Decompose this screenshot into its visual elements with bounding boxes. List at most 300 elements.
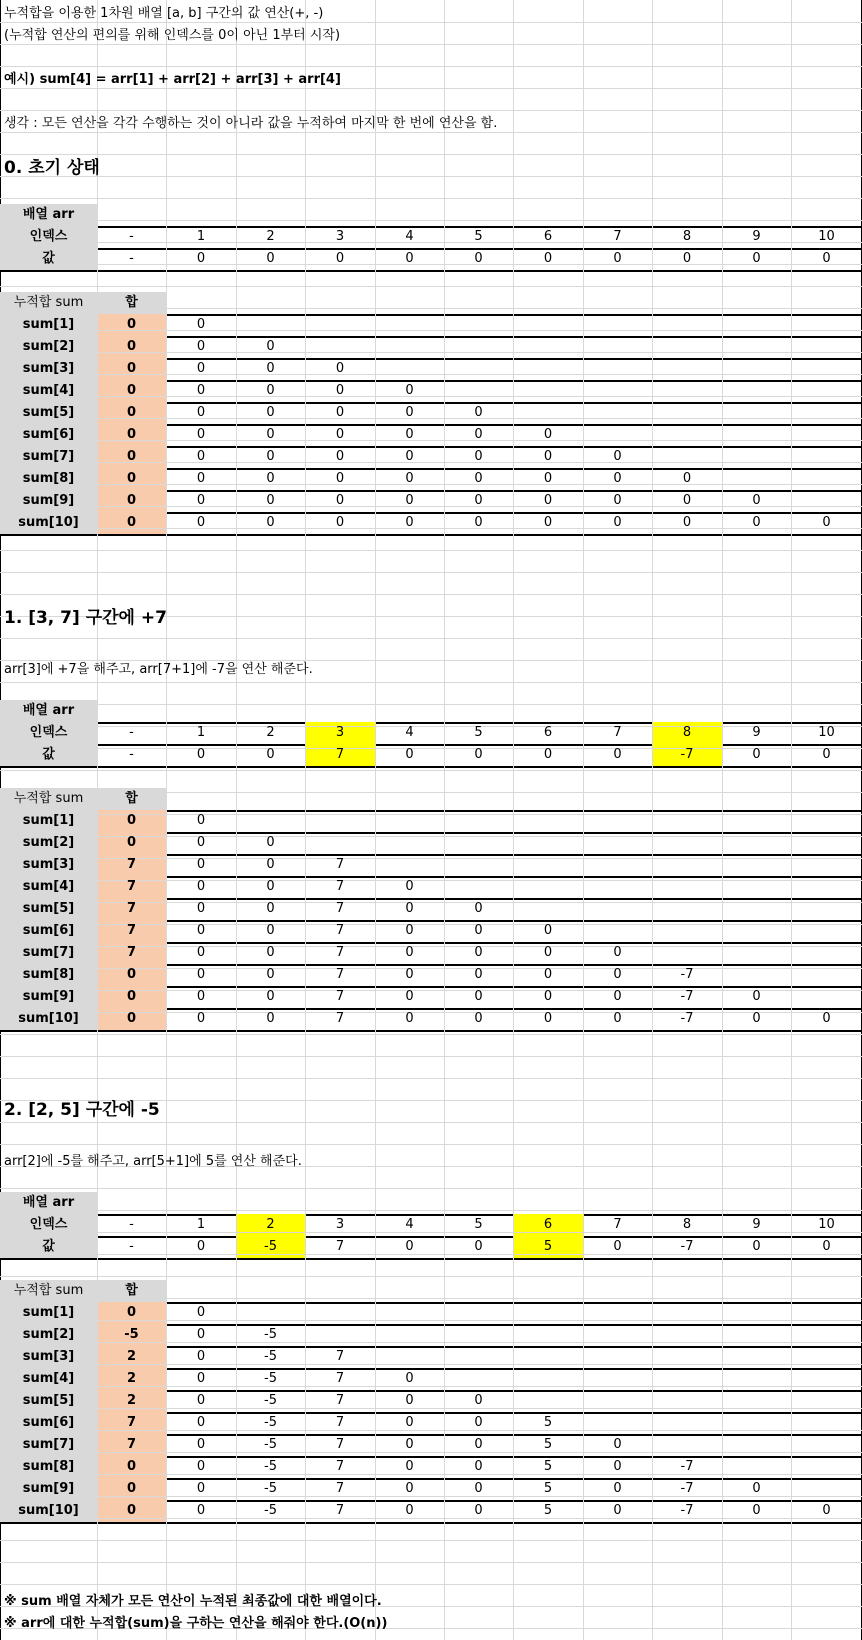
section-2-note: arr[2]에 -5를 해주고, arr[5+1]에 5를 연산 해준다. — [4, 1154, 302, 1169]
sum-term-cell: 0 — [405, 989, 414, 1004]
section-1-note: arr[3]에 +7을 해주고, arr[7+1]에 -7을 연산 해준다. — [4, 662, 313, 677]
gridline-row — [0, 176, 862, 177]
index-cell: 10 — [818, 1217, 835, 1232]
sum-term-cell: 0 — [266, 493, 275, 508]
sum-term-cell: 0 — [335, 383, 345, 398]
sum-term-cell: 0 — [266, 835, 275, 850]
sum-term-cell: 0 — [196, 835, 206, 850]
gridline-row — [0, 1584, 862, 1585]
sum-term-cell: 0 — [822, 1011, 831, 1026]
sum-term-cell: 0 — [196, 1371, 206, 1386]
sum-total-cell: 0 — [126, 1503, 137, 1518]
sum-term-cell: 7 — [335, 1349, 345, 1364]
value-dash: - — [129, 747, 134, 762]
sum-total-cell: 0 — [126, 1305, 137, 1320]
value-cell: 0 — [196, 251, 206, 266]
sum-term-cell: 0 — [405, 1393, 414, 1408]
sum-term-cell: 0 — [543, 449, 553, 464]
sum-term-cell: -5 — [264, 1459, 277, 1474]
sum-term-cell: 0 — [543, 923, 553, 938]
sum-total-cell: 0 — [126, 449, 137, 464]
sum-row-label: sum[4] — [22, 383, 75, 398]
sum-term-cell: 0 — [266, 361, 275, 376]
index-cell: 1 — [196, 1217, 206, 1232]
sum-term-cell: 0 — [752, 1481, 761, 1496]
index-cell: 2 — [266, 725, 275, 740]
sum-term-cell: 0 — [752, 515, 761, 530]
sum-term-cell: 0 — [335, 405, 345, 420]
sum-total-cell: 7 — [126, 923, 137, 938]
gridline-row — [0, 1540, 862, 1541]
value-cell: 0 — [196, 747, 206, 762]
index-cell: 6 — [543, 1217, 553, 1232]
sum-term-cell: 7 — [335, 1011, 345, 1026]
border — [0, 766, 862, 768]
sum-term-cell: 0 — [405, 493, 414, 508]
sum-term-cell: 0 — [196, 493, 206, 508]
sum-total-cell: 7 — [126, 879, 137, 894]
sum-term-cell: 0 — [682, 515, 692, 530]
sum-term-cell: 0 — [543, 1011, 553, 1026]
sum-term-cell: 0 — [196, 449, 206, 464]
value-cell: 0 — [405, 1239, 414, 1254]
gridline-row — [0, 1210, 862, 1211]
sum-term-cell: 0 — [613, 449, 622, 464]
sum-term-cell: -5 — [264, 1415, 277, 1430]
sum-total-cell: 7 — [126, 901, 137, 916]
sum-term-cell: 0 — [474, 1437, 483, 1452]
sum-term-cell: 0 — [196, 813, 206, 828]
index-cell: 7 — [613, 725, 622, 740]
intro-line-1: 누적합을 이용한 1차원 배열 [a, b] 구간의 값 연산(+, -) — [4, 6, 324, 21]
sum-term-cell: -5 — [264, 1349, 277, 1364]
sum-term-cell: 0 — [613, 1481, 622, 1496]
value-cell: 5 — [543, 1239, 553, 1254]
sum-term-cell: -7 — [680, 967, 694, 982]
sum-total-cell: 7 — [126, 857, 137, 872]
sum-total-cell: 0 — [126, 339, 137, 354]
sum-total-cell: 0 — [126, 515, 137, 530]
sum-term-cell: 0 — [474, 1459, 483, 1474]
sum-term-cell: 0 — [405, 967, 414, 982]
sum-term-cell: 7 — [335, 967, 345, 982]
index-cell: 9 — [752, 725, 761, 740]
sum-term-cell: 0 — [196, 361, 206, 376]
sum-term-cell: 0 — [474, 471, 483, 486]
value-cell: 0 — [822, 251, 831, 266]
index-label: 인덱스 — [29, 725, 68, 740]
sum-total-cell: 0 — [126, 835, 137, 850]
sum-row-label: sum[9] — [22, 493, 75, 508]
sum-term-cell: 0 — [196, 383, 206, 398]
sum-term-cell: 0 — [613, 515, 622, 530]
index-dash: - — [129, 229, 134, 244]
sum-title: 누적합 sum — [13, 1283, 84, 1298]
gridline-row — [0, 198, 862, 199]
sum-total-cell: 2 — [126, 1349, 137, 1364]
sum-term-cell: 0 — [613, 945, 622, 960]
gridline-row — [0, 1562, 862, 1563]
sum-term-cell: 0 — [474, 1503, 483, 1518]
sum-term-cell: 0 — [196, 1393, 206, 1408]
sum-term-cell: 0 — [752, 1503, 761, 1518]
sum-title: 누적합 sum — [13, 791, 84, 806]
value-cell: 0 — [335, 251, 345, 266]
gridline-row — [0, 1078, 862, 1079]
sum-term-cell: -5 — [264, 1327, 277, 1342]
sum-term-cell: -7 — [680, 989, 694, 1004]
index-cell: 4 — [405, 1217, 414, 1232]
sum-term-cell: 0 — [613, 1459, 622, 1474]
sum-term-cell: 0 — [405, 1481, 414, 1496]
total-header: 합 — [125, 1283, 138, 1298]
sum-term-cell: 5 — [543, 1437, 553, 1452]
value-cell: -5 — [264, 1239, 277, 1254]
sum-term-cell: 0 — [405, 945, 414, 960]
sum-term-cell: 0 — [613, 1437, 622, 1452]
sum-row-label: sum[8] — [22, 471, 75, 486]
sum-row-label: sum[1] — [22, 813, 75, 828]
value-cell: 0 — [613, 1239, 622, 1254]
sum-term-cell: 0 — [405, 879, 414, 894]
gridline-row — [0, 704, 862, 705]
index-dash: - — [129, 1217, 134, 1232]
sum-term-cell: 0 — [196, 923, 206, 938]
gridline-row — [0, 1144, 862, 1145]
gridline-row — [0, 110, 862, 111]
sum-term-cell: 0 — [822, 1503, 831, 1518]
value-cell: 0 — [822, 1239, 831, 1254]
gridline-row — [0, 638, 862, 639]
value-cell: 0 — [405, 747, 414, 762]
sum-term-cell: 0 — [266, 449, 275, 464]
value-cell: 0 — [752, 251, 761, 266]
sum-term-cell: 0 — [474, 967, 483, 982]
sum-row-label: sum[9] — [22, 1481, 75, 1496]
sum-total-cell: -5 — [124, 1327, 139, 1342]
sum-term-cell: 0 — [266, 383, 275, 398]
sum-term-cell: 0 — [196, 879, 206, 894]
value-cell: 0 — [474, 747, 483, 762]
sum-term-cell: 0 — [543, 945, 553, 960]
gridline-row — [0, 1276, 862, 1277]
sum-term-cell: 0 — [613, 967, 622, 982]
sum-term-cell: 0 — [613, 989, 622, 1004]
sum-term-cell: 0 — [266, 923, 275, 938]
total-header: 합 — [125, 295, 138, 310]
border — [0, 1030, 862, 1032]
gridline-row — [0, 770, 862, 771]
sum-term-cell: 0 — [196, 317, 206, 332]
sum-term-cell: 7 — [335, 989, 345, 1004]
sum-row-label: sum[6] — [22, 1415, 75, 1430]
sum-term-cell: -5 — [264, 1503, 277, 1518]
sum-total-cell: 0 — [126, 361, 137, 376]
sum-term-cell: 0 — [266, 471, 275, 486]
value-cell: 0 — [266, 747, 275, 762]
sum-term-cell: 0 — [196, 405, 206, 420]
sum-term-cell: 0 — [474, 1393, 483, 1408]
sum-term-cell: 7 — [335, 1503, 345, 1518]
value-cell: 0 — [752, 1239, 761, 1254]
sum-term-cell: 0 — [752, 1011, 761, 1026]
index-cell: 1 — [196, 725, 206, 740]
sum-term-cell: 0 — [543, 493, 553, 508]
sum-total-cell: 0 — [126, 989, 137, 1004]
sum-total-cell: 0 — [126, 383, 137, 398]
sum-term-cell: 0 — [266, 879, 275, 894]
index-cell: 4 — [405, 725, 414, 740]
sum-total-cell: 0 — [126, 427, 137, 442]
sum-term-cell: 7 — [335, 945, 345, 960]
sum-term-cell: 0 — [196, 1349, 206, 1364]
sum-term-cell: 0 — [543, 427, 553, 442]
example-line: 예시) sum[4] = arr[1] + arr[2] + arr[3] + arr[4] — [4, 72, 341, 87]
value-cell: 0 — [196, 1239, 206, 1254]
section-0-title: 0. 초기 상태 — [4, 158, 100, 178]
footer-line-1: ※ sum 배열 자체가 모든 연산이 누적된 최종값에 대한 배열이다. — [4, 1594, 382, 1609]
sum-total-cell: 0 — [126, 493, 137, 508]
sum-term-cell: 0 — [405, 1011, 414, 1026]
index-cell: 2 — [266, 229, 275, 244]
border — [0, 534, 862, 536]
value-label: 값 — [42, 251, 55, 266]
section-1-title: 1. [3, 7] 구간에 +7 — [4, 608, 167, 628]
index-cell: 8 — [682, 725, 692, 740]
sum-term-cell: 7 — [335, 1371, 345, 1386]
sum-row-label: sum[7] — [22, 449, 75, 464]
sum-term-cell: 5 — [543, 1481, 553, 1496]
sum-term-cell: 0 — [474, 945, 483, 960]
sum-term-cell: 0 — [335, 427, 345, 442]
sum-row-label: sum[7] — [22, 945, 75, 960]
sum-term-cell: 0 — [682, 493, 692, 508]
value-cell: 0 — [405, 251, 414, 266]
value-cell: 0 — [613, 747, 622, 762]
index-cell: 1 — [196, 229, 206, 244]
sum-term-cell: 0 — [474, 427, 483, 442]
index-label: 인덱스 — [29, 1217, 68, 1232]
sum-term-cell: 0 — [196, 1459, 206, 1474]
sum-total-cell: 0 — [126, 813, 137, 828]
sum-term-cell: -7 — [680, 1459, 694, 1474]
arr-label: 배열 arr — [22, 1195, 75, 1210]
sum-term-cell: 7 — [335, 1437, 345, 1452]
value-cell: 0 — [474, 1239, 483, 1254]
sum-term-cell: 5 — [543, 1415, 553, 1430]
gridline-row — [0, 286, 862, 287]
sum-row-label: sum[3] — [22, 361, 75, 376]
value-cell: 7 — [335, 1239, 345, 1254]
sum-term-cell: 7 — [335, 923, 345, 938]
arr-label: 배열 arr — [22, 207, 75, 222]
index-cell: 8 — [682, 229, 692, 244]
gridline-row — [0, 1034, 862, 1035]
sum-term-cell: 0 — [196, 1327, 206, 1342]
sum-term-cell: 0 — [196, 471, 206, 486]
sum-row-label: sum[4] — [22, 879, 75, 894]
sum-total-cell: 0 — [126, 1011, 137, 1026]
sum-term-cell: 7 — [335, 879, 345, 894]
sum-total-cell: 0 — [126, 471, 137, 486]
index-cell: 3 — [335, 1217, 345, 1232]
sum-term-cell: 5 — [543, 1503, 553, 1518]
sum-term-cell: 0 — [196, 1305, 206, 1320]
sum-term-cell: 0 — [405, 1415, 414, 1430]
sum-term-cell: 0 — [335, 449, 345, 464]
value-cell: -7 — [680, 747, 694, 762]
sum-term-cell: 0 — [196, 901, 206, 916]
sum-term-cell: 0 — [266, 901, 275, 916]
sum-term-cell: 0 — [613, 493, 622, 508]
sum-term-cell: 0 — [474, 493, 483, 508]
sum-term-cell: 0 — [474, 449, 483, 464]
index-cell: 8 — [682, 1217, 692, 1232]
sum-term-cell: 0 — [196, 1437, 206, 1452]
sum-row-label: sum[7] — [22, 1437, 75, 1452]
sum-row-label: sum[2] — [22, 339, 75, 354]
sum-row-label: sum[10] — [18, 1503, 79, 1518]
sum-term-cell: -5 — [264, 1437, 277, 1452]
sum-term-cell: 0 — [474, 515, 483, 530]
index-cell: 7 — [613, 1217, 622, 1232]
intro-line-2: (누적합 연산의 편의를 위해 인덱스를 0이 아닌 1부터 시작) — [4, 28, 341, 43]
sum-title: 누적합 sum — [13, 295, 84, 310]
value-cell: 0 — [822, 747, 831, 762]
value-cell: 0 — [266, 251, 275, 266]
gridline-row — [0, 594, 862, 595]
value-label: 값 — [42, 747, 55, 762]
sum-term-cell: 0 — [196, 1481, 206, 1496]
sum-term-cell: 0 — [266, 945, 275, 960]
sum-term-cell: 0 — [405, 471, 414, 486]
index-cell: 9 — [752, 1217, 761, 1232]
sum-term-cell: 0 — [682, 471, 692, 486]
sum-term-cell: 0 — [405, 1371, 414, 1386]
sum-term-cell: 0 — [543, 471, 553, 486]
sum-term-cell: -5 — [264, 1371, 277, 1386]
sum-row-label: sum[3] — [22, 857, 75, 872]
sum-term-cell: 7 — [335, 1415, 345, 1430]
sum-term-cell: 0 — [266, 1011, 275, 1026]
index-cell: 5 — [474, 1217, 483, 1232]
sum-term-cell: 0 — [405, 449, 414, 464]
sum-total-cell: 0 — [126, 1459, 137, 1474]
sum-term-cell: 0 — [405, 515, 414, 530]
sum-term-cell: 0 — [822, 515, 831, 530]
sum-row-label: sum[3] — [22, 1349, 75, 1364]
index-cell: 6 — [543, 725, 553, 740]
sum-term-cell: 0 — [266, 857, 275, 872]
sum-total-cell: 2 — [126, 1393, 137, 1408]
sum-term-cell: 0 — [405, 1503, 414, 1518]
sum-total-cell: 7 — [126, 945, 137, 960]
sum-term-cell: 0 — [266, 989, 275, 1004]
sum-term-cell: 7 — [335, 857, 345, 872]
sum-term-cell: 0 — [196, 967, 206, 982]
sum-total-cell: 0 — [126, 405, 137, 420]
gridline-row — [0, 1188, 862, 1189]
sum-term-cell: 0 — [405, 383, 414, 398]
sum-term-cell: 0 — [613, 471, 622, 486]
sum-term-cell: 0 — [543, 967, 553, 982]
index-cell: 7 — [613, 229, 622, 244]
index-cell: 3 — [335, 725, 345, 740]
sum-row-label: sum[1] — [22, 317, 75, 332]
sum-term-cell: 0 — [405, 923, 414, 938]
sum-term-cell: 7 — [335, 1459, 345, 1474]
value-dash: - — [129, 1239, 134, 1254]
index-cell: 3 — [335, 229, 345, 244]
sum-total-cell: 0 — [126, 1481, 137, 1496]
value-cell: 7 — [335, 747, 345, 762]
border — [0, 270, 862, 272]
value-cell: 0 — [474, 251, 483, 266]
sum-term-cell: 0 — [474, 405, 483, 420]
total-header: 합 — [125, 791, 138, 806]
sum-term-cell: 0 — [196, 1415, 206, 1430]
sum-term-cell: -7 — [680, 1503, 694, 1518]
sum-term-cell: 7 — [335, 1481, 345, 1496]
sum-term-cell: 0 — [543, 989, 553, 1004]
sum-term-cell: 0 — [196, 1503, 206, 1518]
sum-term-cell: 0 — [543, 515, 553, 530]
idea-line: 생각 : 모든 연산을 각각 수행하는 것이 아니라 값을 누적하여 마지막 한 번에 연산을 함. — [4, 116, 498, 131]
sum-row-label: sum[1] — [22, 1305, 75, 1320]
sum-term-cell: 0 — [196, 945, 206, 960]
sum-term-cell: 5 — [543, 1459, 553, 1474]
footer-line-2: ※ arr에 대한 누적합(sum)을 구하는 연산을 해줘야 한다.(O(n)) — [4, 1616, 388, 1631]
border — [0, 1258, 862, 1260]
gridline-row — [0, 1056, 862, 1057]
gridline-row — [0, 154, 862, 155]
gridline-row — [0, 572, 862, 573]
sum-row-label: sum[5] — [22, 1393, 75, 1408]
sum-term-cell: -7 — [680, 1011, 694, 1026]
gridline-row — [0, 66, 862, 67]
sum-term-cell: 0 — [405, 1459, 414, 1474]
sum-term-cell: 0 — [752, 493, 761, 508]
sum-row-label: sum[10] — [18, 1011, 79, 1026]
sum-term-cell: 0 — [474, 923, 483, 938]
border — [0, 1522, 862, 1524]
sum-row-label: sum[9] — [22, 989, 75, 1004]
index-label: 인덱스 — [29, 229, 68, 244]
sum-total-cell: 0 — [126, 967, 137, 982]
sum-term-cell: 0 — [196, 427, 206, 442]
value-cell: 0 — [682, 251, 692, 266]
sum-term-cell: 0 — [335, 515, 345, 530]
index-cell: 10 — [818, 229, 835, 244]
value-cell: 0 — [543, 747, 553, 762]
sum-row-label: sum[5] — [22, 901, 75, 916]
sum-row-label: sum[6] — [22, 427, 75, 442]
sum-term-cell: 0 — [266, 405, 275, 420]
sum-term-cell: 0 — [196, 857, 206, 872]
value-cell: 0 — [613, 251, 622, 266]
index-cell: 6 — [543, 229, 553, 244]
index-cell: 2 — [266, 1217, 275, 1232]
sum-term-cell: 0 — [474, 1011, 483, 1026]
sum-term-cell: 7 — [335, 1393, 345, 1408]
sum-total-cell: 7 — [126, 1437, 137, 1452]
sum-term-cell: -5 — [264, 1481, 277, 1496]
sum-term-cell: 0 — [266, 339, 275, 354]
sum-term-cell: 0 — [266, 967, 275, 982]
sum-row-label: sum[5] — [22, 405, 75, 420]
sum-term-cell: 0 — [474, 989, 483, 1004]
sum-row-label: sum[2] — [22, 1327, 75, 1342]
